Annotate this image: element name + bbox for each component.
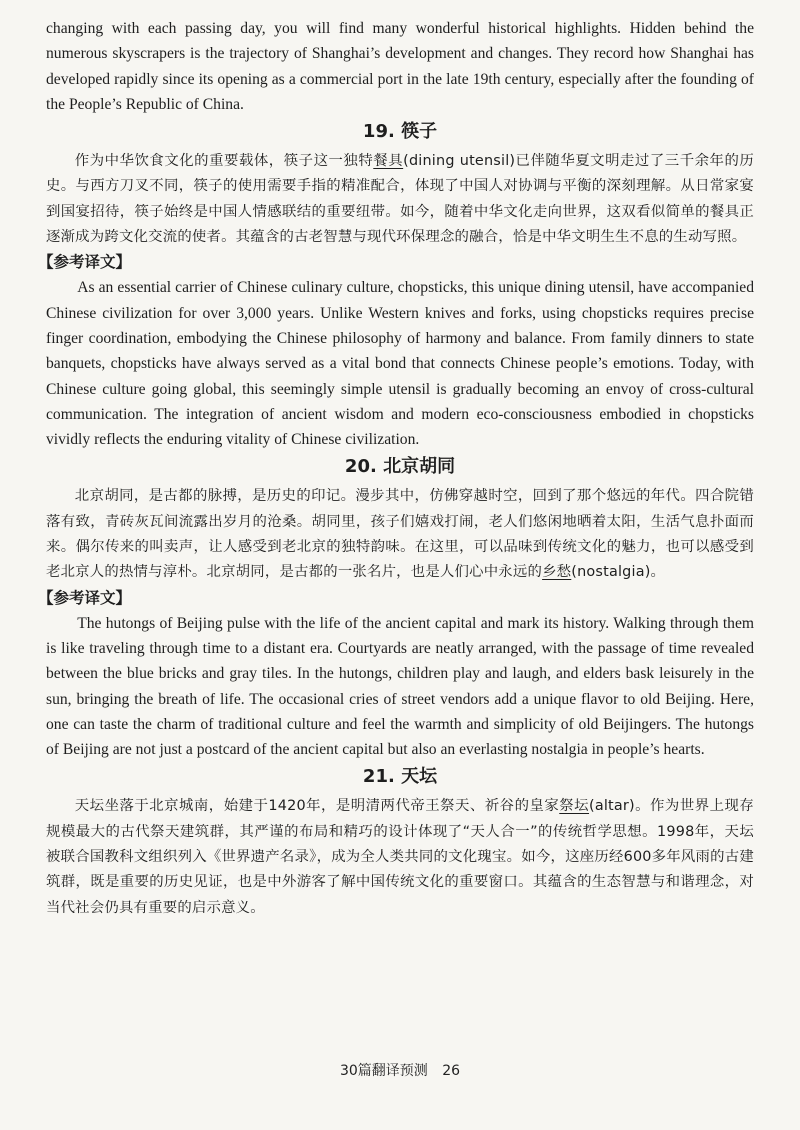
source-text-part: (dining utensil)已伴随华夏文明走过了三千余年的历史。与西方刀叉不同，筷子的使用需要手指的精准配合，体现了中国人对协调与平衡的深刻理解。从日常家宴到国宴招待，筷子始终是中国人情感联结的重要纽带。如今，随着中华文化走向世界，这双看似简单的餐具正逐渐成为跨文化交流的使者。其蕴含的古老智慧与现代环保理念的融合，恰是中华文明生生不息的生动写照。 xyxy=(46,153,754,246)
source-text-part: 作为中华饮食文化的重要载体，筷子这一独特 xyxy=(74,153,374,170)
book-title: 30篇翻译预测 xyxy=(339,1063,428,1079)
page-number: 26 xyxy=(442,1063,461,1079)
continued-paragraph: changing with each passing day, you will find many wonderful historical highlights. Hidden behind the numerous skyscrapers is the trajectory of Shanghai’s development and changes. They record how Shanghai has developed rapidly since its opening as a commercial port in the late 19th century, especially after the founding of the People’s Republic of China. xyxy=(46,20,754,113)
section-title: 19. 筷子 xyxy=(362,121,438,143)
section-title: 21. 天坛 xyxy=(362,766,438,788)
section-beijing-hutong xyxy=(38,455,754,762)
underlined-term: 餐具 xyxy=(373,153,404,170)
document-page xyxy=(38,16,754,921)
page-footer xyxy=(0,1060,800,1080)
chinese-source-text xyxy=(46,484,754,585)
source-text-part: (altar)。作为世界上现存规模最大的古代祭天建筑群，其严谨的布局和精巧的设计体现了“天人合一”的传统哲学思想。1998年，天坛被联合国教科文组织列入《世界遗产名录》，成为全人类共同的文化瑰宝。如今，这座历经600多年风雨的古建筑群，既是重要的历史见证，也是中外游客了解中国传统文化的重要窗口。其蕴含的生态智慧与和谐理念，对当代社会仍具有重要的启示意义。 xyxy=(46,798,754,916)
section-title: 20. 北京胡同 xyxy=(344,456,456,478)
reference-translation: The hutongs of Beijing pulse with the life of the ancient capital and mark its history. Walking through them is like traveling through time to a distant era. Courtyards are neatly arranged, with the passage of time revealed between the blue bricks and gray tiles. In the hutongs, children play and laugh, and elders bask leisurely in the sun, bringing the breath of life. The occasional cries of street vendors add a unique flavor to old Beijing. Here, one can taste the charm of traditional culture and feel the warmth and simplicity of old Beijingers. The hutongs of Beijing are not just a postcard of the ancient capital but also an everlasting nostalgia in people’s hearts. xyxy=(46,614,754,759)
underlined-term: 祭坛 xyxy=(559,798,590,815)
section-temple-of-heaven xyxy=(46,765,754,920)
reference-translation-label: 【参考译文】 xyxy=(38,588,132,607)
chinese-source-text xyxy=(46,149,754,250)
reference-translation-label: 【参考译文】 xyxy=(38,253,132,272)
reference-translation: As an essential carrier of Chinese culinary culture, chopsticks, this unique dining utensil, have accompanied Chinese civilization for over 3,000 years. Unlike Western knives and forks, using chopsticks requires precise finger coordination, embodying the Chinese philosophy of harmony and balance. From family dinners to state banquets, chopsticks have always served as a vital bond that connects Chinese people’s emotions. Today, with Chinese culture going global, this seemingly simple utensil is gradually becoming an envoy of cross-cultural communication. The integration of ancient wisdom and modern eco-consciousness embodied in chopsticks vividly reflects the enduring vitality of Chinese civilization. xyxy=(46,279,754,449)
source-text-part: 天坛坐落于北京城南，始建于1420年，是明清两代帝王祭天、祈谷的皇家 xyxy=(74,798,560,815)
section-chopsticks xyxy=(38,120,754,452)
chinese-source-text xyxy=(46,794,754,920)
source-text-part: 北京胡同，是古都的脉搏，是历史的印记。漫步其中，仿佛穿越时空，回到了那个悠远的年代。四合院错落有致，青砖灰瓦间流露出岁月的沧桑。胡同里，孩子们嬉戏打闹，老人们悠闲地晒着太阳，生活气息扑面而来。偶尔传来的叫卖声，让人感受到老北京的独特韵味。在这里，可以品味到传统文化的魅力，也可以感受到老北京人的热情与淳朴。北京胡同，是古都的一张名片，也是人们心中永远的 xyxy=(46,488,754,581)
underlined-term: 乡愁 xyxy=(542,564,572,581)
source-text-part: (nostalgia)。 xyxy=(571,564,666,581)
